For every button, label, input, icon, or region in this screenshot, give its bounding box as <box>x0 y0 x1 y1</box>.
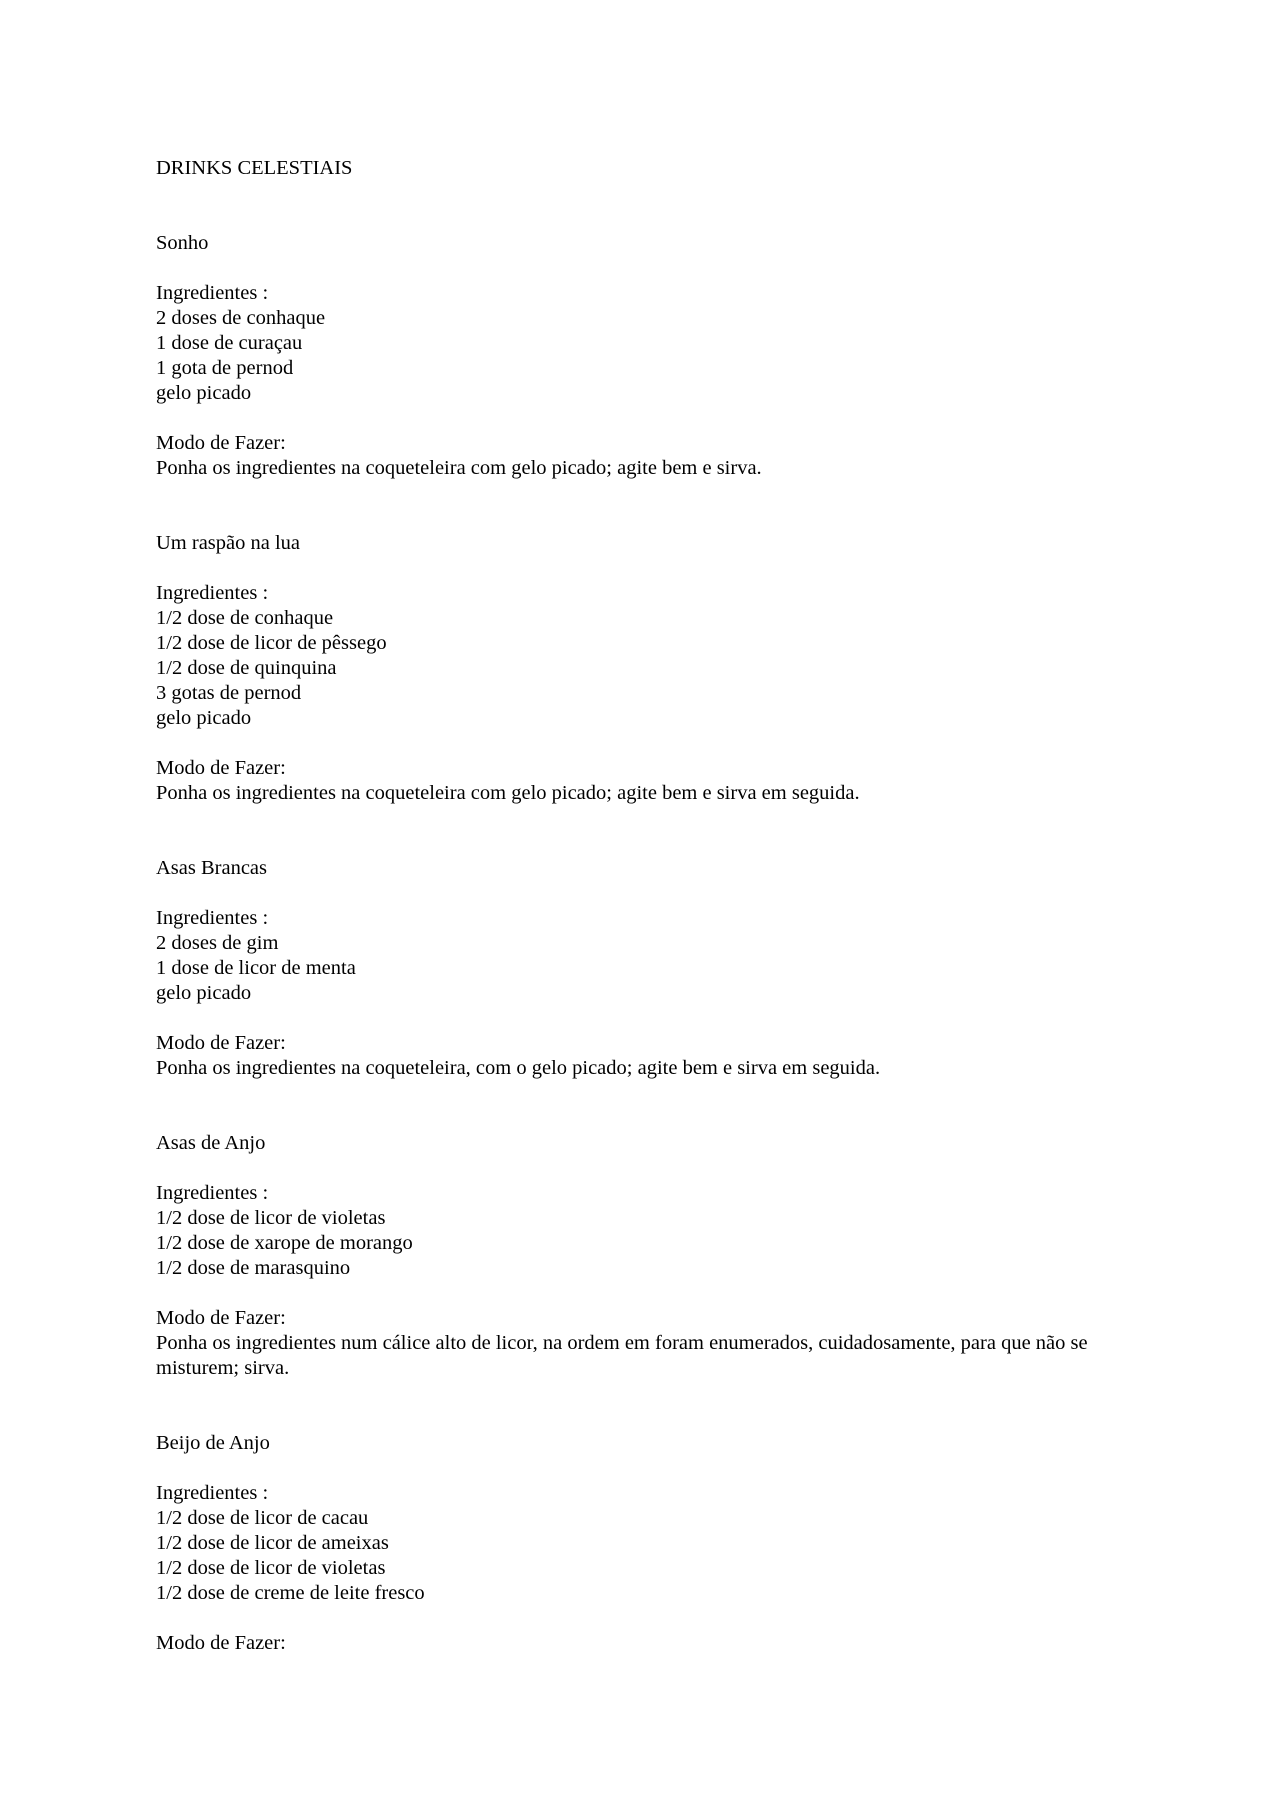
ingredient-item: 1/2 dose de xarope de morango <box>156 1232 413 1254</box>
recipe-list <box>156 231 1116 1656</box>
method-label: Modo de Fazer: <box>156 1632 286 1654</box>
recipe-name: Asas Brancas <box>156 857 268 879</box>
ingredient-item: 1/2 dose de conhaque <box>156 607 334 629</box>
ingredient-item: 1/2 dose de licor de pêssego <box>156 632 387 654</box>
ingredients-block <box>156 906 1116 1006</box>
ingredient-item: 1/2 dose de marasquino <box>156 1257 351 1279</box>
recipe-section <box>156 531 1116 806</box>
ingredients-label: Ingredientes : <box>156 907 269 929</box>
ingredient-item: gelo picado <box>156 382 252 404</box>
ingredients-block <box>156 1181 1116 1281</box>
recipe-name: Asas de Anjo <box>156 1132 266 1154</box>
method-text: Ponha os ingredientes na coqueteleira com gelo picado; agite bem e sirva. <box>156 457 762 479</box>
recipe-section <box>156 231 1116 481</box>
document-content <box>156 156 1116 1656</box>
ingredients-block <box>156 1481 1116 1606</box>
ingredient-item: 2 doses de conhaque <box>156 307 326 329</box>
ingredient-item: 3 gotas de pernod <box>156 682 302 704</box>
recipe-section <box>156 856 1116 1081</box>
method-label: Modo de Fazer: <box>156 1032 286 1054</box>
ingredient-item: 1/2 dose de licor de ameixas <box>156 1532 389 1554</box>
ingredient-item: 1 gota de pernod <box>156 357 294 379</box>
ingredient-item: gelo picado <box>156 707 252 729</box>
method-label: Modo de Fazer: <box>156 1307 286 1329</box>
ingredient-item: 1/2 dose de quinquina <box>156 657 337 679</box>
ingredient-item: 1 dose de licor de menta <box>156 957 356 979</box>
ingredient-item: 1 dose de curaçau <box>156 332 303 354</box>
ingredients-label: Ingredientes : <box>156 582 269 604</box>
document-title: DRINKS CELESTIAIS <box>156 157 353 179</box>
method-label: Modo de Fazer: <box>156 757 286 779</box>
ingredient-item: gelo picado <box>156 982 252 1004</box>
recipe-name: Sonho <box>156 232 209 254</box>
recipe-section <box>156 1431 1116 1656</box>
method-text: Ponha os ingredientes na coqueteleira com gelo picado; agite bem e sirva em seguida. <box>156 782 860 804</box>
method-text: Ponha os ingredientes num cálice alto de licor, na ordem em foram enumerados, cuidadosamente, para que não se misturem; sirva. <box>156 1332 1093 1379</box>
ingredient-item: 1/2 dose de creme de leite fresco <box>156 1582 425 1604</box>
recipe-name: Beijo de Anjo <box>156 1432 270 1454</box>
ingredient-item: 2 doses de gim <box>156 932 279 954</box>
ingredients-label: Ingredientes : <box>156 1482 269 1504</box>
ingredients-label: Ingredientes : <box>156 282 269 304</box>
ingredients-block <box>156 281 1116 406</box>
ingredient-item: 1/2 dose de licor de cacau <box>156 1507 369 1529</box>
ingredient-item: 1/2 dose de licor de violetas <box>156 1557 386 1579</box>
recipe-section <box>156 1131 1116 1381</box>
ingredients-block <box>156 581 1116 731</box>
ingredients-label: Ingredientes : <box>156 1182 269 1204</box>
method-text: Ponha os ingredientes na coqueteleira, com o gelo picado; agite bem e sirva em seguida. <box>156 1057 881 1079</box>
method-label: Modo de Fazer: <box>156 432 286 454</box>
recipe-name: Um raspão na lua <box>156 532 301 554</box>
ingredient-item: 1/2 dose de licor de violetas <box>156 1207 386 1229</box>
